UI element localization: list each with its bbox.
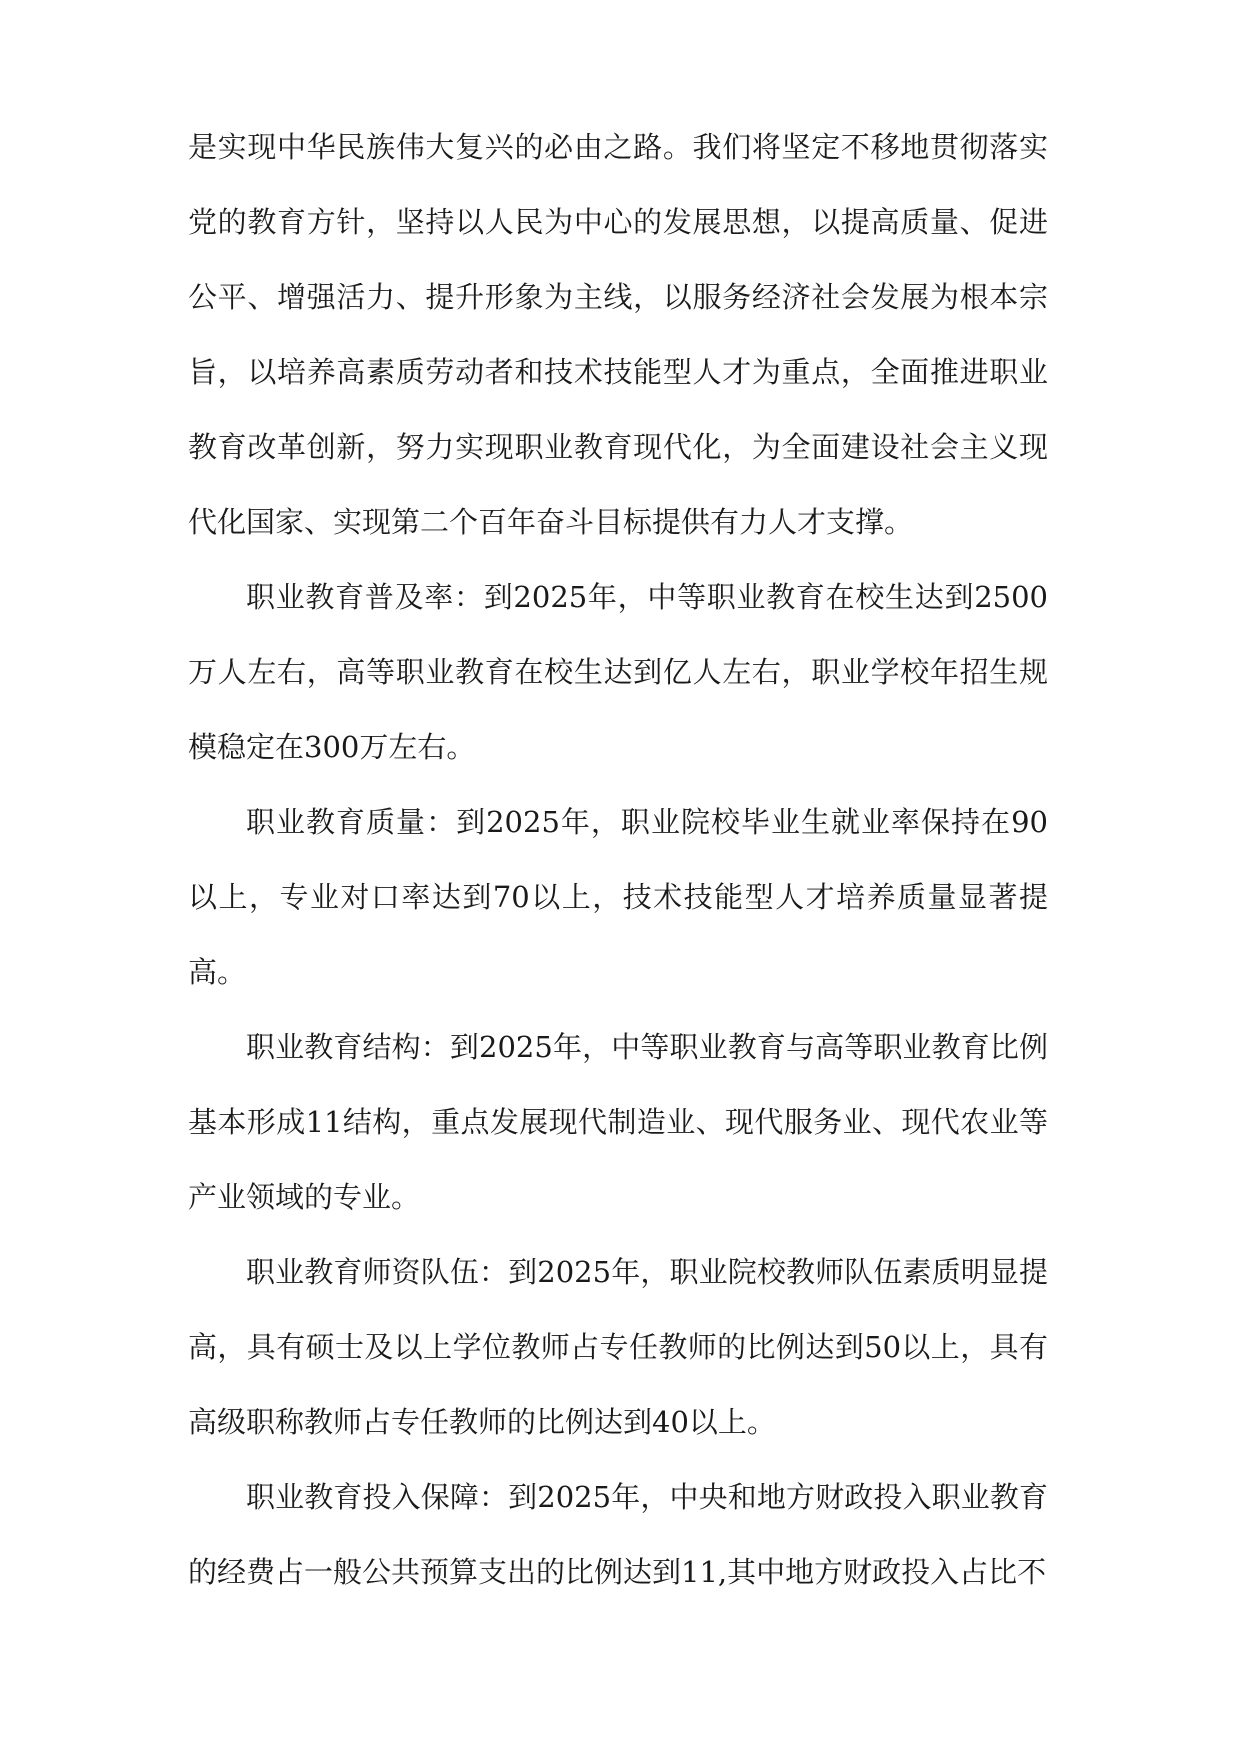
paragraph-continuation: 是实现中华民族伟大复兴的必由之路。我们将坚定不移地贯彻落实党的教育方针，坚持以人民为中心的发展思想，以提高质量、促进公平、增强活力、提升形象为主线，以服务经济社会发展为根本宗旨，以培养高素质劳动者和技术技能型人才为重点，全面推进职业教育改革创新，努力实现职业教育现代化，为全面建设社会主义现代化国家、实现第二个百年奋斗目标提供有力人才支撑。 bbox=[188, 130, 1048, 539]
paragraph-education-quality: 职业教育质量：到2025年，职业院校毕业生就业率保持在90以上，专业对口率达到70以上，技术技能型人才培养质量显著提高。 bbox=[188, 805, 1048, 989]
paragraph-education-structure: 职业教育结构：到2025年，中等职业教育与高等职业教育比例基本形成11结构，重点发展现代制造业、现代服务业、现代农业等产业领域的专业。 bbox=[188, 1030, 1048, 1214]
document-body bbox=[188, 110, 1048, 1610]
paragraph-teaching-staff: 职业教育师资队伍：到2025年，职业院校教师队伍素质明显提高，具有硕士及以上学位教师占专任教师的比例达到50以上，具有高级职称教师占专任教师的比例达到40以上。 bbox=[188, 1255, 1048, 1439]
paragraph-popularization-rate: 职业教育普及率：到2025年，中等职业教育在校生达到2500万人左右，高等职业教育在校生达到亿人左右，职业学校年招生规模稳定在300万左右。 bbox=[188, 580, 1048, 764]
paragraph-investment-guarantee: 职业教育投入保障：到2025年，中央和地方财政投入职业教育的经费占一般公共预算支出的比例达到11,其中地方财政投入占比不 bbox=[188, 1480, 1048, 1589]
